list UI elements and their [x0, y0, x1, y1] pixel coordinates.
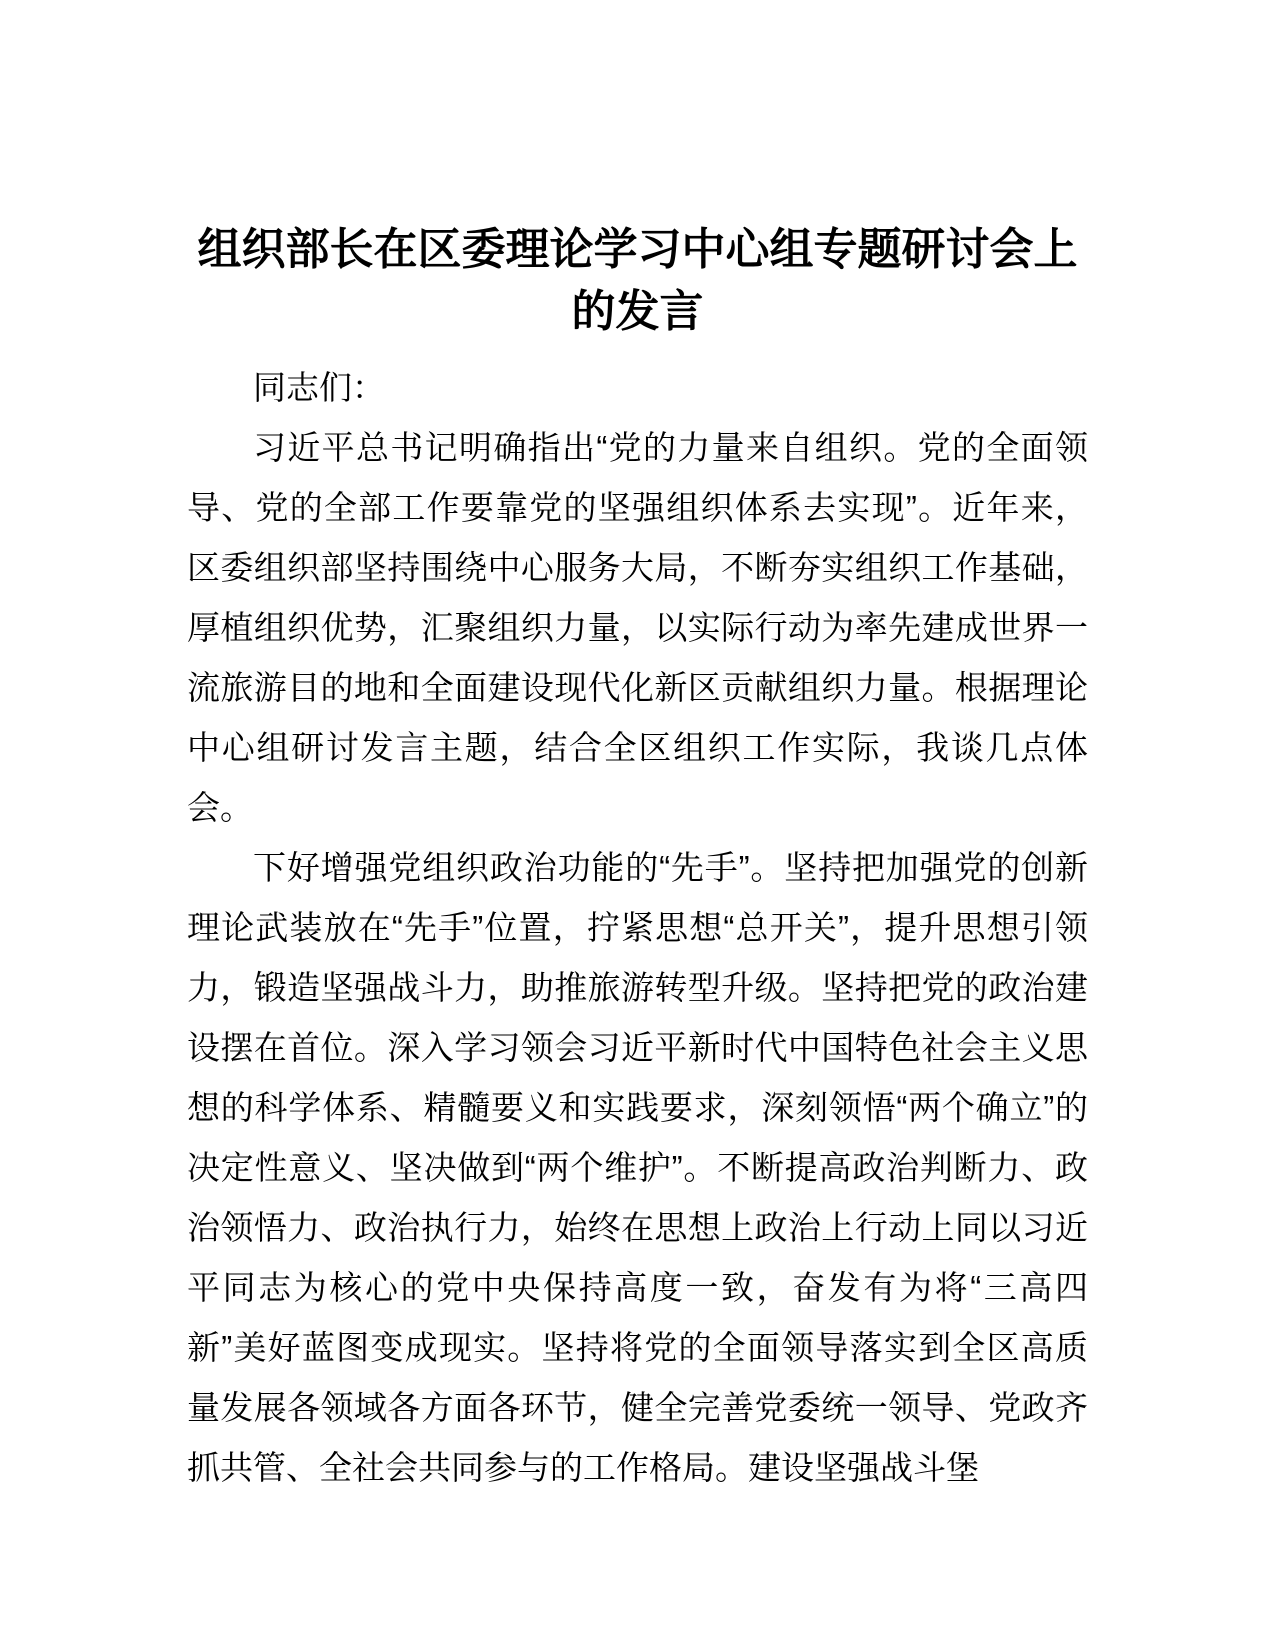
document-body	[187, 358, 1088, 1498]
paragraph-2: 下好增强党组织政治功能的“先手”。坚持把加强党的创新理论武装放在“先手”位置，拧紧思想“总开关”，提升思想引领力，锻造坚强战斗力，助推旅游转型升级。坚持把党的政治建设摆在首位。深入学习领会习近平新时代中国特色社会主义思想的科学体系、精髓要义和实践要求，深刻领悟“两个确立”的决定性意义、坚决做到“两个维护”。不断提高政治判断力、政治领悟力、政治执行力，始终在思想上政治上行动上同以习近平同志为核心的党中央保持高度一致，奋发有为将“三高四新”美好蓝图变成现实。坚持将党的全面领导落实到全区高质量发展各领域各方面各环节，健全完善党委统一领导、党政齐抓共管、全社会共同参与的工作格局。建设坚强战斗堡	[187, 849, 1088, 1486]
salutation: 同志们：	[253, 369, 385, 406]
paragraph-1: 习近平总书记明确指出“党的力量来自组织。党的全面领导、党的全部工作要靠党的坚强组织体系去实现”。近年来，区委组织部坚持围绕中心服务大局，不断夯实组织工作基础，厚植组织优势，汇聚组织力量，以实际行动为率先建成世界一流旅游目的地和全面建设现代化新区贡献组织力量。根据理论中心组研讨发言主题，结合全区组织工作实际，我谈几点体会。	[187, 429, 1088, 826]
document-title: 组织部长在区委理论学习中心组专题研讨会上的发言	[197, 225, 1078, 336]
